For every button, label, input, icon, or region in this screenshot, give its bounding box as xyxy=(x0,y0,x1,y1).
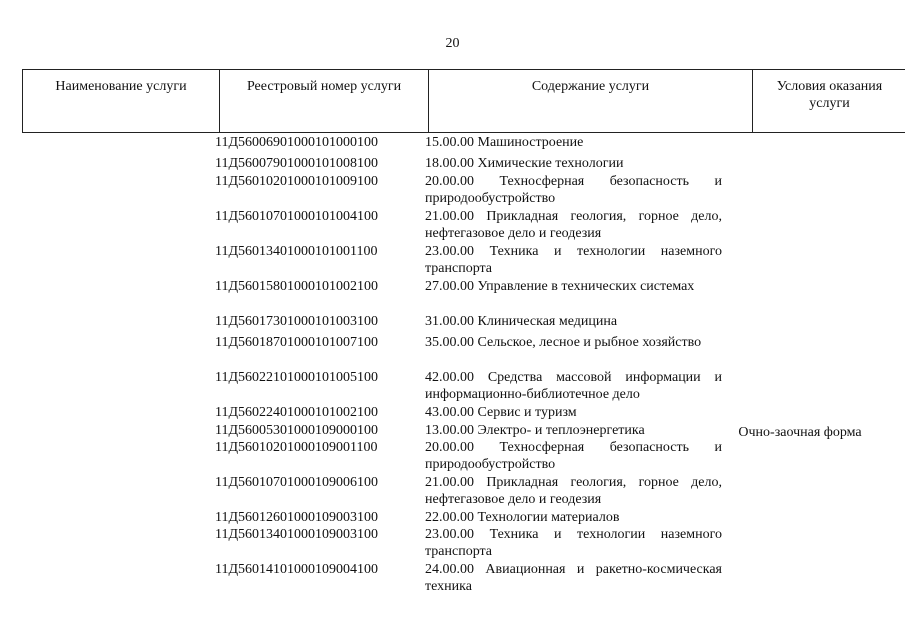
service-content: 23.00.00 Техника и технологии наземного транспорта xyxy=(425,244,722,276)
header-service-conditions: Условия оказания услуги xyxy=(753,70,905,133)
service-content: 20.00.00 Техносферная безопасность и природообустройство xyxy=(425,174,722,206)
registry-code: 11Д56022101000101005100 xyxy=(215,370,379,385)
registry-code: 11Д56014101000109004100 xyxy=(215,562,379,577)
registry-code: 11Д56007901000101008100 xyxy=(215,156,379,171)
service-content: 27.00.00 Управление в технических системах xyxy=(425,279,695,294)
service-content: 42.00.00 Средства массовой информации и информационно-библиотечное дело xyxy=(425,370,722,402)
registry-code: 11Д56010201000101009100 xyxy=(215,174,379,189)
registry-code: 11Д56013401000101001100 xyxy=(215,244,378,259)
header-registry-number: Реестровый номер услуги xyxy=(220,70,429,133)
service-content: 13.00.00 Электро- и теплоэнергетика xyxy=(425,423,645,438)
table-header xyxy=(22,69,905,133)
registry-code: 11Д56012601000109003100 xyxy=(215,510,379,525)
registry-code: 11Д56010201000109001100 xyxy=(215,440,378,455)
registry-code: 11Д56013401000109003100 xyxy=(215,527,379,542)
registry-code: 11Д56005301000109000100 xyxy=(215,423,379,438)
service-content: 22.00.00 Технологии материалов xyxy=(425,510,620,525)
service-content: 23.00.00 Техника и технологии наземного транспорта xyxy=(425,527,722,559)
service-content: 31.00.00 Клиническая медицина xyxy=(425,314,618,329)
registry-code: 11Д56017301000101003100 xyxy=(215,314,379,329)
service-content: 35.00.00 Сельское, лесное и рыбное хозяйство xyxy=(425,335,702,350)
registry-code: 11Д56010701000101004100 xyxy=(215,209,379,224)
service-content: 21.00.00 Прикладная геология, горное дело, нефтегазовое дело и геодезия xyxy=(425,475,722,507)
service-content: 20.00.00 Техносферная безопасность и природообустройство xyxy=(425,440,722,472)
header-service-name: Наименование услуги xyxy=(23,70,220,133)
registry-code: 11Д56022401000101002100 xyxy=(215,405,379,420)
service-content: 18.00.00 Химические технологии xyxy=(425,156,624,171)
service-content: 21.00.00 Прикладная геология, горное дело, нефтегазовое дело и геодезия xyxy=(425,209,722,241)
registry-code: 11Д56018701000101007100 xyxy=(215,335,379,350)
service-condition: Очно-заочная форма xyxy=(738,425,862,440)
header-service-content: Содержание услуги xyxy=(429,70,753,133)
page-number: 20 xyxy=(445,36,460,51)
service-content: 43.00.00 Сервис и туризм xyxy=(425,405,577,420)
registry-code: 11Д56006901000101000100 xyxy=(215,135,379,150)
service-content: 24.00.00 Авиационная и ракетно-космическая техника xyxy=(425,562,722,594)
registry-code: 11Д56010701000109006100 xyxy=(215,475,379,490)
registry-code: 11Д56015801000101002100 xyxy=(215,279,379,294)
service-content: 15.00.00 Машиностроение xyxy=(425,135,584,150)
